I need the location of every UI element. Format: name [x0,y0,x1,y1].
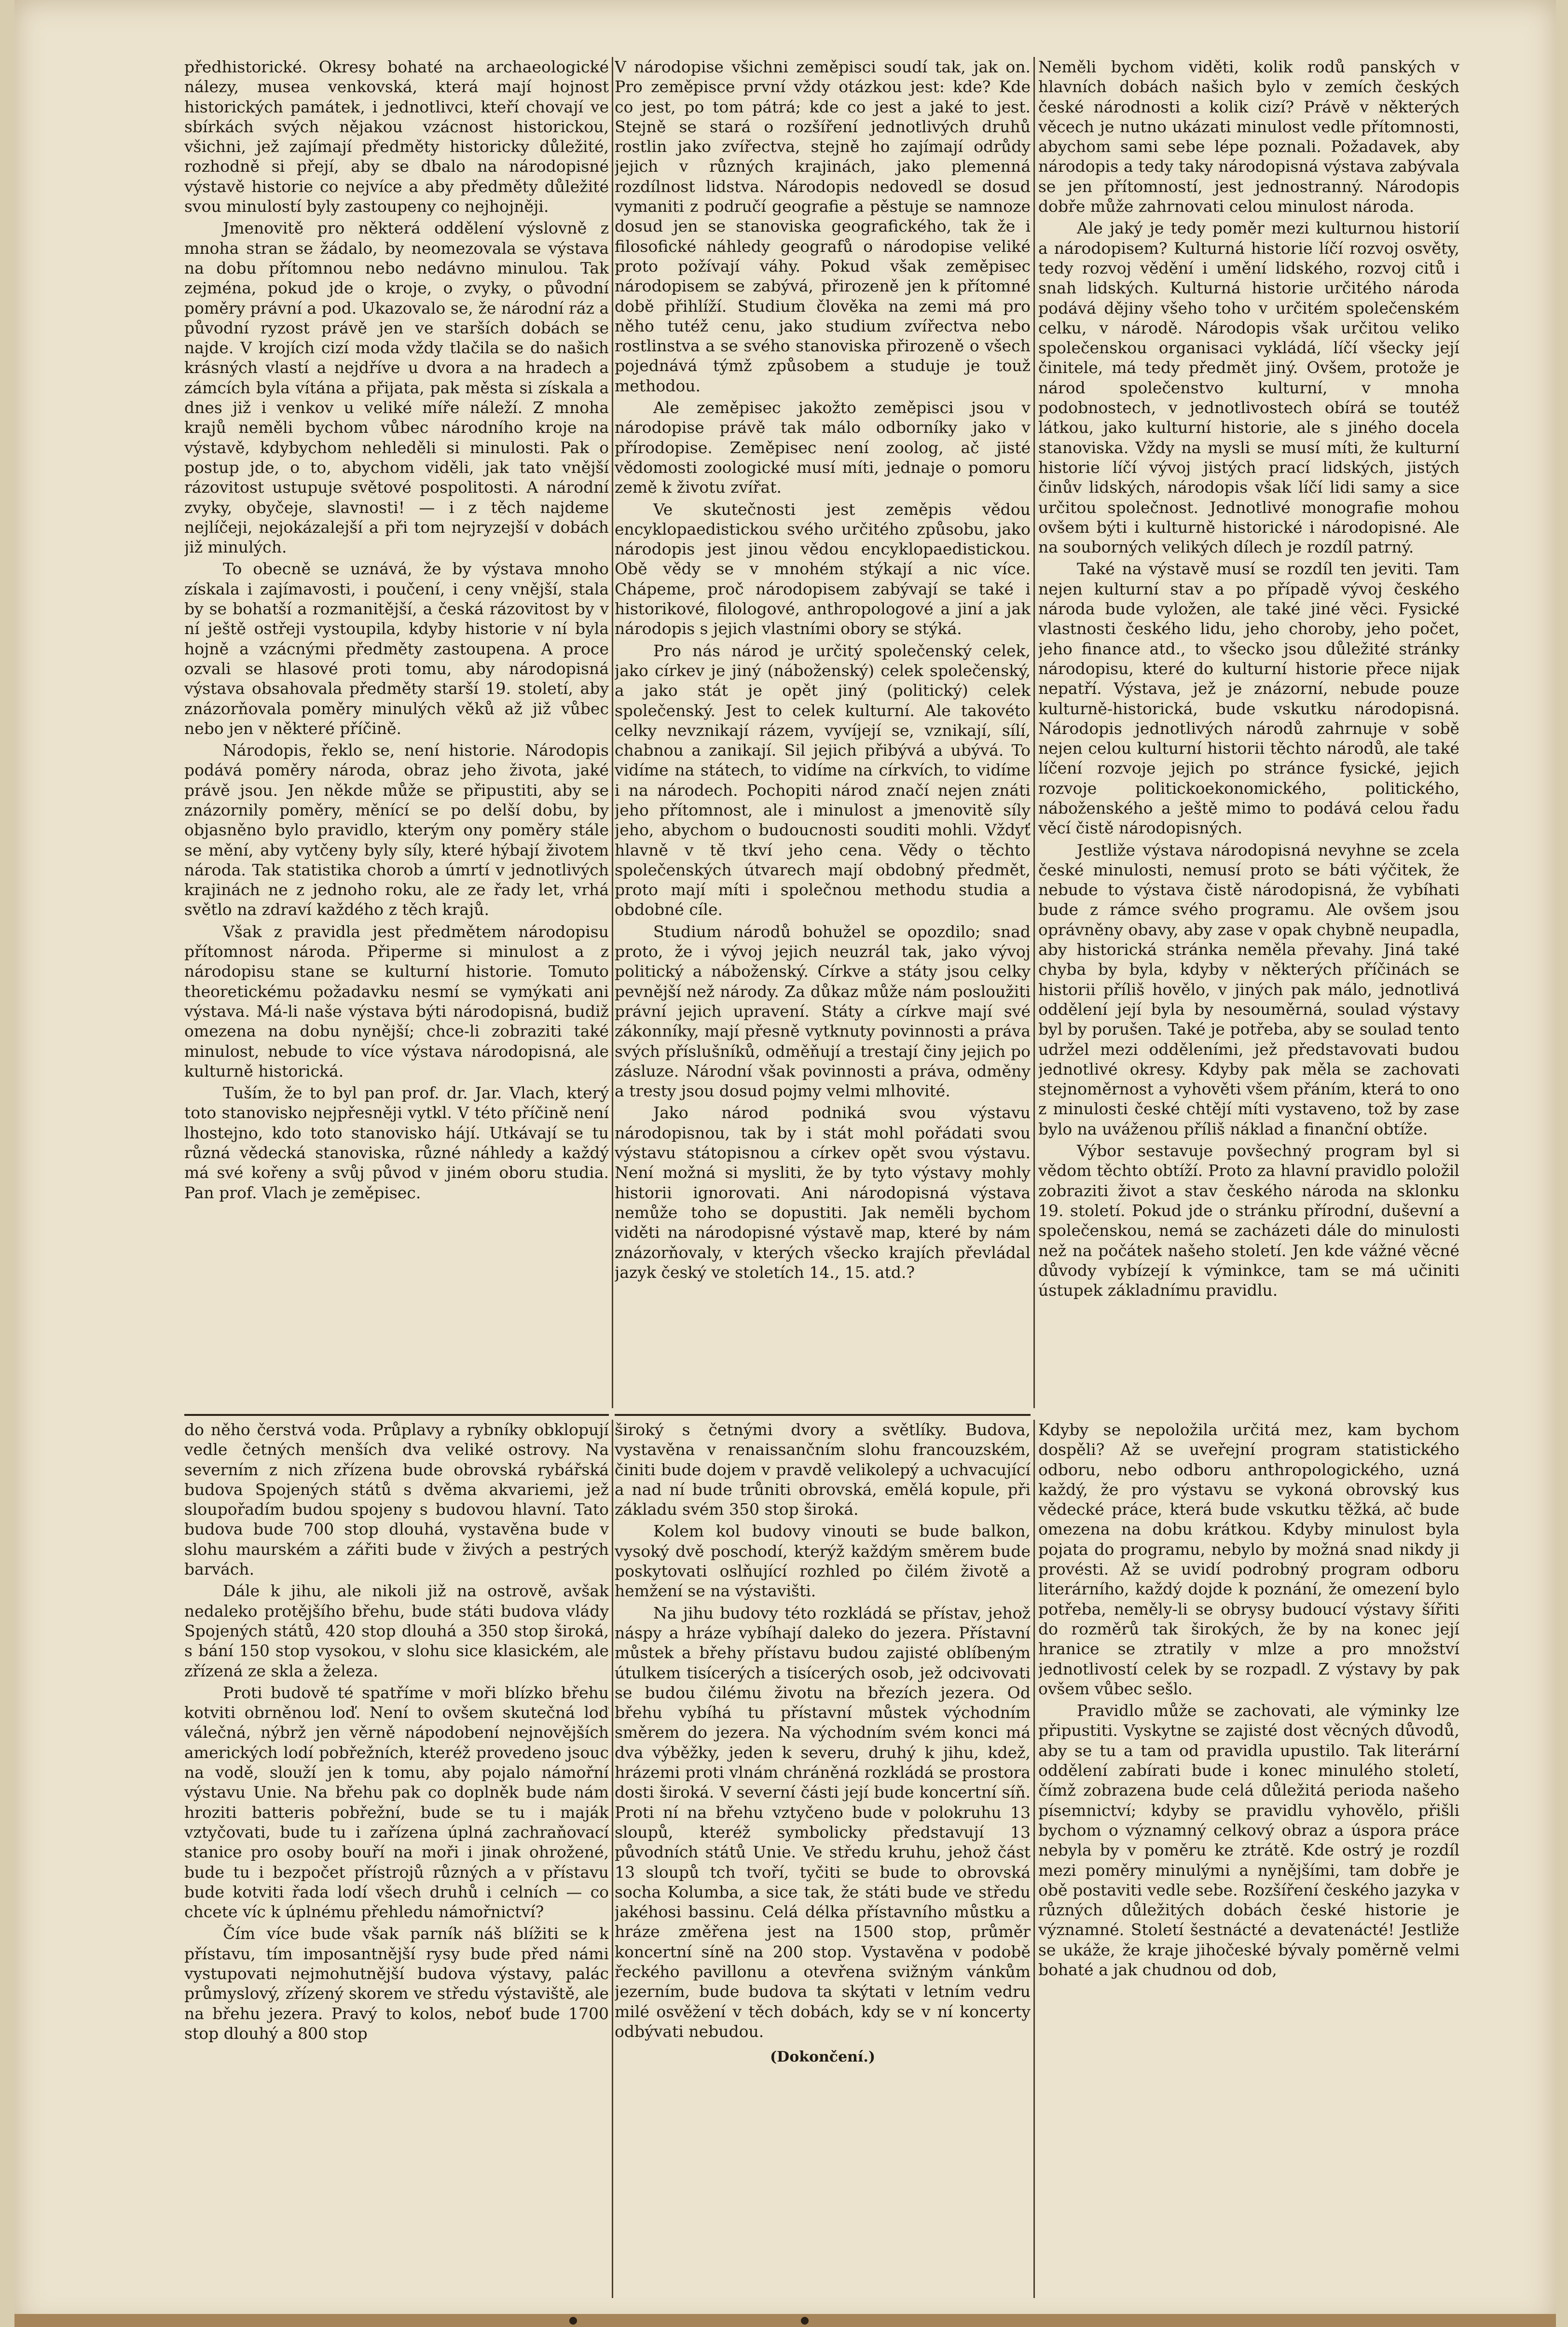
column-divider [612,1420,613,2298]
paragraph: předhistorické. Okresy bohaté na archaeologické nálezy, musea venkovská, která mají hojnost historických památek, i jednotlivci, kteří chovají ve sbírkách svých nějakou vzácnost historickou, všichni, jež zajímají předměty historicky důležité, rozhodně si přejí, aby se dbalo na národopisné výstavě historie co nejvíce a aby předměty důležité svou minulostí byly zastoupeny co nejhojněji. [184,57,609,216]
continuation-note: (Dokončení.) [770,2049,876,2066]
lower-column-1 [184,1420,609,2298]
paragraph: Čím více bude však parník náš blížiti se k přístavu, tím imposantnější rysy bude před námi vystupovati nejmohutnější budova výstavy, palác průmyslový, zřízený skorem ve středu výstaviště, ale na břehu jezera. Pravý to kolos, neboť bude 1700 stop dlouhý a 800 stop [184,1924,609,2043]
upper-column-2 [615,57,1031,1403]
paragraph: Dále k jihu, ale nikoli již na ostrově, avšak nedaleko protějšího břehu, bude státi budova vlády Spojených států, 420 stop dlouhá a 350 stop široká, s bání 150 stop vysokou, v slohu sice klasickém, ale zřízená ze skla a železa. [184,1581,609,1680]
section-rule [615,1414,1031,1416]
lower-column-2 [615,1420,1031,2298]
column-divider [612,57,613,1408]
page-edge [14,2314,1556,2327]
paragraph: Pravidlo může se zachovati, ale výminky lze připustiti. Vyskytne se zajisté dost věcných důvodů, aby se tu a tam od pravidla upustilo. Tak literární oddělení zabírati bude i konec minulého století, čímž zobrazena bude celá důležitá perioda našeho písemnictví; kdyby se pravidlu vyhovělo, přišli bychom o významný celkový obraz a úspora práce nebyla by v poměru ke ztrátě. Kde ostrý je rozdíl mezi poměry minulými a nynějšími, tam dobře je obě postaviti vedle sebe. Rozšíření českého jazyka v různých důležitých dobách české historie je významné. Století šestnácté a devatenácté! Jestliže se ukáže, že kraje jihočeské bývaly poměrně velmi bohaté a jak chudnou od dob, [1038,1701,1459,1980]
paragraph: do něho čerstvá voda. Průplavy a rybníky obklopují vedle četných menších dva veliké ostrovy. Na severním z nich zřízena bude obrovská rybářská budova Spojených států s dvěma akvariemi, jež sloupořadím budou spojeny s budovou hlavní. Tato budova bude 700 stop dlouhá, vystavěna bude v slohu maurském a zářiti bude v živých a pestrých barvách. [184,1420,609,1579]
paragraph: Výbor sestavuje povšechný program byl si vědom těchto obtíží. Proto za hlavní pravidlo položil zobraziti život a stav českého národa na sklonku 19. století. Pokud jde o stránku přírodní, duševní a společenskou, nemá se zacházeti dále do minulosti než na počátek našeho století. Jen kde vážné věcné důvody vybízejí k výminkce, tam se má učiniti ústupek základnímu pravidlu. [1038,1141,1459,1300]
upper-column-1 [184,57,609,1403]
paragraph: Jako národ podniká svou výstavu národopisnou, tak by i stát mohl pořádati svou výstavu státopisnou a církev opět svou výstavu. Není možná si mysliti, že by tyto výstavy mohly historii ignorovati. Ani národopisná výstava nemůže toho se dopustiti. Jak neměli bychom viděti na národopisné výstavě map, které by nám znázorňovaly, v kterých všecko krajích převládal jazyk český ve stoletích 14., 15. atd.? [615,1103,1031,1282]
paragraph: Tuším, že to byl pan prof. dr. Jar. Vlach, který toto stanovisko nejpřesněji vytkl. V této příčině není lhostejno, kdo toto stanovisko hájí. Utkávají se tu různá vědecká stanoviska, různé náhledy a každý má své kořeny a svůj původ v jiném oboru studia. Pan prof. Vlach je zeměpisec. [184,1083,609,1202]
paragraph: Proti budově té spatříme v moři blízko břehu kotviti obrněnou loď. Není to ovšem skutečná loď válečná, nýbrž jen věrně nápodobení nejnovějších amerických lodí pobřežních, kteréž provedeno jsouc na vodě, slouží jen k tomu, aby pojalo námořní výstavu Unie. Na břehu pak co doplněk bude nám hroziti batteris pobřežní, bude se tu i maják vztyčovati, bude tu i zařízena úplná zachraňovací stanice pro osoby bouří na moři i jinak ohrožené, bude tu i bezpočet přístrojů různých a v přístavu bude kotviti řada lodí všech druhů i celních — co chcete víc k úplnému přehledu námořnictví? [184,1683,609,1922]
paragraph: Neměli bychom viděti, kolik rodů panských v hlavních dobách našich bylo v zemích českých české národnosti a kolik cizí? Právě v některých věcech je nutno ukázati minulost vedle přítomnosti, abychom sami sebe lépe poznali. Požadavek, aby národopis a tedy taky národopisná výstava zabývala se jen přítomností, jest jednostranný. Národopis dobře může zahrnovati celou minulost národa. [1038,57,1459,216]
paragraph: Jmenovitě pro některá oddělení výslovně z mnoha stran se žádalo, by neomezovala se výstava na dobu přítomnou nebo nedávno minulou. Tak zejména, pokud jde o kroje, o zvyky, o původní poměry právní a pod. Ukazovalo se, že národní ráz a původní ryzost právě jen ve starších dobách se najde. V krojích cizí moda vždy tlačila se do našich krásných vlastí a nejdříve u dvora a na hradech a zámcích byla vítána a přijata, pak města si získala a dnes již i venkov u veliké míře náleží. Z mnoha krajů neměli bychom vůbec národního kroje na výstavě, kdybychom nehleděli si minulosti. Pak o postup jde, o to, abychom viděli, jak tato vnější rázovitost ustupuje světové pospolitosti. A národní zvyky, obyčeje, slavnosti! — i z těch najdeme nejlíčeji, nejokázalejší a při tom nejryzejší v dobách již minulých. [184,219,609,557]
column-divider [1033,57,1035,1408]
paragraph: Kdyby se nepoložila určitá mez, kam bychom dospěli? Až se uveřejní program statistického odboru, nebo odboru anthropologického, uzná každý, že pro výstavu se vykoná obrovský kus vědecké práce, která bude vskutku těžká, ač bude omezena na dobu krátkou. Kdyby minulost byla pojata do programu, nebylo by možná snad nikdy ji provésti. Až se uvidí podrobný program odboru literárního, každý dojde k poznání, že omezení bylo potřeba, neměly-li se obrysy budoucí výstavy šířiti do rozměrů tak širokých, že by na konec její hranice se ztratily v mlze a pro množství jednotlivostí celek by se rozpadl. Z výstavy by pak ovšem vůbec sešlo. [1038,1420,1459,1698]
binding-hole [801,2317,809,2325]
section-rule [184,1414,609,1416]
paragraph: Pro nás národ je určitý společenský celek, jako církev je jiný (náboženský) celek společenský, a jako stát je opět jiný (politický) celek společenský. Jest to celek kulturní. Ale takovéto celky nevznikají rázem, vyvíjejí se, vznikají, sílí, chabnou a zanikají. Sil jejich přibývá a ubývá. To vidíme na státech, to vidíme na církvích, to vidíme i na národech. Pochopiti národ značí nejen znáti jeho přítomnost, ale i minulost a jmenovitě síly jeho, abychom o budoucnosti souditi mohli. Vždyť hlavně v tě tkví jeho cena. Vědy o těchto společenských útvarech mají obdobný předmět, proto mají míti i společnou methodu studia a obdobné cíle. [615,641,1031,919]
paragraph: Také na výstavě musí se rozdíl ten jeviti. Tam nejen kulturní stav a po případě vývoj českého národa bude vyložen, ale také jiné věci. Fysické vlastnosti českého lidu, jeho choroby, jeho počet, jeho finance atd., to všecko jsou důležité stránky národopisu, které do kulturní historie přece nijak nepatří. Výstava, jež je znázorní, nebude pouze kulturně-historická, bude vskutku národopisná. Národopis jednotlivých národů zahrnuje v sobě nejen celou kulturní historii těchto národů, ale také líčení rozvoje jejich po stránce fysické, jejich rozvoje politickoekonomického, politického, náboženského a ještě mimo to podává celou řadu věcí čistě národopisných. [1038,559,1459,838]
paragraph: Ale zeměpisec jakožto zeměpisci jsou v národopise právě tak málo odborníky jako v přírodopise. Zeměpisec není zoolog, ač jisté vědomosti zoologické musí míti, jednaje o pomoru země k životu zvířat. [615,398,1031,497]
upper-column-3 [1038,57,1459,1413]
newspaper-page [14,0,1556,2327]
paragraph: Však z pravidla jest předmětem národopisu přítomnost národa. Připerme si minulost a z národopisu stane se kulturní historie. Tomuto theoretickému požadavku nesmí se vymýkati ani výstava. Má-li naše výstava býti národopisná, budiž omezena na dobu nynější; chce-li zobraziti také minulost, nebude to více výstava národopisná, ale kulturně historická. [184,922,609,1080]
paragraph: Ale jaký je tedy poměr mezi kulturnou historií a národopisem? Kulturná historie líčí rozvoj osvěty, tedy rozvoj vědění i umění lidského, rozvoj citů i snah lidských. Kulturná historie určitého národa podává dějiny všeho toho v určitém společenském celku, v národě. Národopis však určitou veliko společenskou organisaci vykládá, líčí všecky její činitele, má tedy předmět jiný. Ovšem, protože je národ společenstvo kulturní, v mnoha podobnostech, v jednotlivostech obírá se toutéž látkou, jako kulturní historie, ale s jiného docela stanoviska. Vždy na mysli se musí míti, že kulturní historie líčí vývoj jistých prací lidských, jistých činův lidských, národopis však líčí lidi samy a sice určitou společnost. Jednotlivé monografie mohou ovšem býti i kulturně historické i národopisné. Ale na souborných velikých dílech je rozdíl patrný. [1038,219,1459,557]
paragraph: V národopise všichni zeměpisci soudí tak, jak on. Pro zeměpisce první vždy otázkou jest: kde? Kde co jest, po tom pátrá; kde co jest a jaké to jest. Stejně se stará o rozšíření jednotlivých druhů rostlin jako zvířectva, stejně ho zajímají odrůdy jejich v různých krajinách, jako plemenná rozdílnost lidstva. Národopis nedovedl se dosud vymaniti z područí geografie a pěstuje se namnoze dosud jen se stanoviska geografického, tak že i filosofické náhledy geografů o národopise veliké proto požívají váhy. Pokud však zeměpisec národopisem se zabývá, přirozeně jen k přítomné době přihlíží. Studium člověka na zemi má pro něho tutéž cenu, jako studium zvířectva nebo rostlinstva a se svého stanoviska přirozeně o všech pojednává týmž způsobem a studuje je touž methodou. [615,57,1031,395]
lower-column-3 [1038,1420,1459,2298]
paragraph: Kolem kol budovy vinouti se bude balkon, vysoký dvě poschodí, kterýž každým směrem bude poskytovati oslňující rozhled po čilém životě a hemžení se na výstavišti. [615,1522,1031,1601]
paragraph: široký s četnými dvory a světlíky. Budova, vystavěna v renaissančním slohu francouzském, činiti bude dojem v pravdě velikolepý a uchvacující a nad ní bude trůniti obrovská, emělá kopule, při základu svém 350 stop široká. [615,1420,1031,1519]
paragraph: Na jihu budovy této rozkládá se přístav, jehož náspy a hráze vybíhají daleko do jezera. Přístavní můstek a břehy přístavu budou zajisté oblíbeným útulkem tisícerých a tisícerých osob, jež odcivovati se budou čilému životu na březích jezera. Od břehu vybíhá tu přístavní můstek východním směrem do jezera. Na východním svém konci má dva výběžky, jeden k severu, druhý k jihu, kdež, hrázemi proti vlnám chráněná rozkládá se prostora dosti široká. V severní části její bude koncertní síň. Proti ní na břehu vztyčeno bude v polokruhu 13 sloupů, kteréž symbolicky představují 13 původních států Unie. Ve středu kruhu, jehož část 13 sloupů tch tvoří, tyčiti se bude to obrovská socha Kolumba, a sice tak, že státi bude ve středu jakéhosi bassinu. Celá délka přístavního můstku a hráze změřena jest na 1500 stop, průměr koncertní síně na 200 stop. Vystavěna v podobě řeckého pavillonu a otevřena svižným vánkům jezerním, bude budova ta skýtati v letním vedru milé osvěžení v těch dobách, kdy se v ní koncerty odbývati nebudou. [615,1603,1031,2041]
column-divider [1033,1420,1035,2298]
paragraph: Ve skutečnosti jest zeměpis vědou encyklopaedistickou svého určitého způsobu, jako národopis jest jinou vědou encyklopaedistickou. Obě vědy se v mnohém stýkají a nic více. Chápeme, proč národopisem zabývají se také i historikové, filologové, anthropologové a jiní a jak národopis s jejich vlastními obory se stýká. [615,499,1031,638]
paragraph: To obecně se uznává, že by výstava mnoho získala i zajímavosti, i poučení, i ceny vnější, stala by se bohatší a rozmanitější, a česká rázovitost by v ní ještě ostřeji vystoupila, kdyby historie v ní byla hojně a vzácnými předměty zastoupena. A proce ozvali se hlasové proti tomu, aby národopisná výstava obsahovala předměty starší 19. století, aby znázorňovala poměry minulých věků až již vůbec nebo jen v některé příčině. [184,559,609,738]
paragraph: Národopis, řeklo se, není historie. Národopis podává poměry národa, obraz jeho života, jaké právě jsou. Jen někde může se připustiti, aby se znázornily poměry, měnící se po delší dobu, by objasněno bylo pravidlo, kterým ony poměry stále se mění, aby vytčeny byly síly, které hýbají životem národa. Tak statistika chorob a úmrtí v jednotlivých krajinách ne z jednoho roku, ale ze řady let, vrhá světlo na zdraví každého z těch krajů. [184,741,609,919]
paragraph: Studium národů bohužel se opozdilo; snad proto, že i vývoj jejich neuzrál tak, jako vývoj politický a náboženský. Církve a státy jsou celky pevnější než národy. Za důkaz může nám posloužiti právní jejich upravení. Státy a církve mají své zákonníky, mají přesně vytknuty povinnosti a práva svých příslušníků, odměňují a trestají činy jejich po zásluze. Národní však povinnosti a práva, odměny a tresty jsou dosud pojmy velmi mlhovité. [615,922,1031,1101]
binding-hole [569,2317,577,2325]
paragraph: Jestliže výstava národopisná nevyhne se zcela české minulosti, nemusí proto se báti výčitek, že nebude to výstava čistě národopisná, že vybíhati bude z rámce svého programu. Ale ovšem jsou oprávněny obavy, aby zase v opak chybně neupadla, aby historická stránka neměla převahy. Jiná také chyba by byla, kdyby v některých příčinách se historii příliš hovělo, v jiných pak málo, jednotlivá oddělení její byla by nesouměrná, soulad výstavy byl by porušen. Také je potřeba, aby se soulad tento udržel mezi odděleními, jež představovati budou jednotlivé okresy. Kdyby pak měla se zachovati stejnoměrnost a vyhověti všem přáním, která to ono z minulosti české chtějí míti vystaveno, tož by zase bylo na uváženou příliš náklad a finanční obtíže. [1038,840,1459,1138]
